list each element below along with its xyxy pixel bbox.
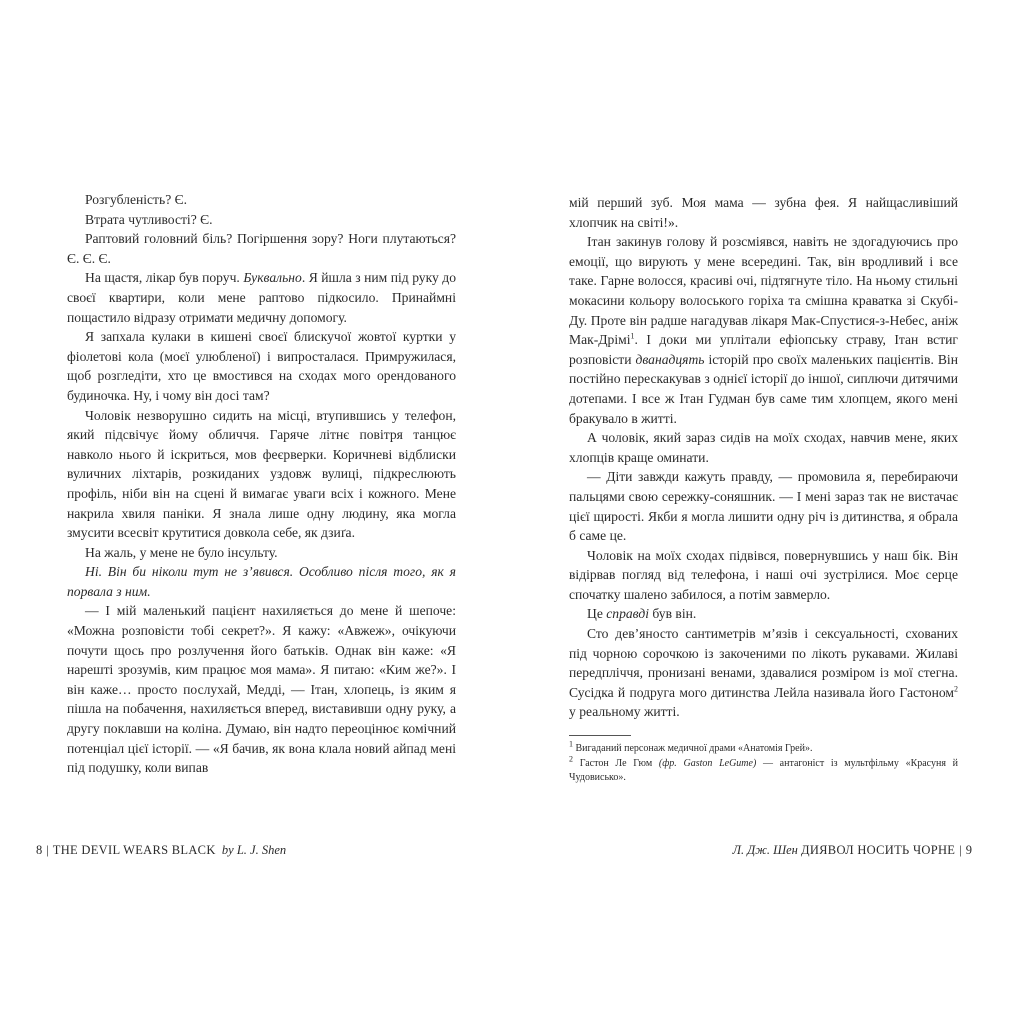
left-running-title: THE DEVIL WEARS BLACK bbox=[52, 843, 216, 857]
folio-separator: | bbox=[46, 843, 49, 857]
right-running-author: Л. Дж. Шен bbox=[732, 843, 798, 857]
left_page-paragraph: — І мій маленький пацієнт нахиляється до мене й шепоче: «Можна розповісти тобі секрет?». Я кажу: «Авжеж», очікуючи почути щось про розлучення його батьків. Однак він каже: «Я нарешті зрозумів, ким працює моя мама». Я питаю: «Ким же?». І він каже… просто послухай, Медді, — Ітан, хлопець, із яким я пішла на побачення, нахиляється вперед, виставивши одну руку, а другу поклавши на коліна. Думаю, він надто переоцінює комічний потенціал цієї історії. — «Я бачив, як вона клала новий айпад мені під подушку, коли випав bbox=[67, 603, 456, 776]
footnote: $^1$ Вигаданий персонаж медичної драми «Анатомія Грей». bbox=[569, 739, 813, 755]
footnotes bbox=[569, 739, 958, 786]
left_page-paragraph: Я запхала кулаки в кишені своєї блискучої жовтої куртки у фіолетові кола (моєї улюбленої) і випросталася. Примружилася, щоб розгледіти, хто це вмостився на сходах мого орендованого будиночка. Ну, і чому він досі там? bbox=[67, 329, 456, 403]
right_page-paragraph: Ітан закинув голову й розсміявся, навіть не здогадуючись про емоції, що вирують у мене всередині. Так, він вродливий і все таке. Гарне волосся, красиві очі, підтягнуте тіло. На ньому стильні мокасини кольору волоського горіха та смішна краватка зі Скубі-Ду. Проте він радше нагадував лікаря Мак-Спустися-з-Небес, аніж Мак-Дрімі$^1$. І доки ми уплітали ефіопську страву, Ітан встиг розповісти дванадцять історій про своїх маленьких пацієнтів. Він постійно перескакував з однієї історії до іншої, сиплючи дитячими дотепами. І все ж Ітан Гудман був саме тим хлопцем, якого мені бракувало в житті. bbox=[569, 234, 958, 426]
right_page-paragraph: А чоловік, який зараз сидів на моїх сходах, навчив мене, яких хлопців краще оминати. bbox=[569, 430, 958, 465]
footnote-rule bbox=[569, 735, 631, 736]
left-page-body bbox=[67, 190, 456, 778]
right_page-paragraph: Чоловік на моїх сходах підвівся, повернувшись у наш бік. Він відірвав погляд від телефона, і наші очі зустрілися. Моє серце спочатку шалено забилося, а потім завмерло. bbox=[569, 547, 958, 602]
left_page-paragraph: Розгубленість? Є. bbox=[85, 192, 188, 207]
left-running-by: by bbox=[221, 843, 234, 857]
right_page-paragraph: Це справді був він. bbox=[587, 606, 697, 622]
left_page-paragraph: На щастя, лікар був поруч. Буквально. Я йшла з ним під руку до своєї квартири, коли мене раптово підкосило. Принаймні пощастило відразу отримати медичну допомогу. bbox=[67, 270, 457, 325]
left-running-author: L. J. Shen bbox=[236, 843, 287, 857]
right-running-title: ДИЯВОЛ НОСИТЬ ЧОРНЕ bbox=[801, 843, 956, 857]
right-folio bbox=[733, 843, 972, 858]
left_page-paragraph: Чоловік незворушно сидить на місці, втупившись у телефон, який підсвічує йому обличчя. Гаряче літнє повітря танцює навколо нього й іскриться, мов феєрверки. Коричневі відблиски вуличних ліхтарів, розкиданих уздовж вулиці, підкреслюють профіль, ніби він на сцені й вимагає уваги всіх і кожного. Мене накрила хвиля паніки. Я знала лише одну людину, яка могла змусити всесвіт крутитися довкола себе, як дзиґа. bbox=[67, 407, 456, 541]
footnote: $^2$ Гастон Ле Гюм (фр. Gaston LeGume) — антагоніст із мультфільму «Красуня й Чудовисько». bbox=[569, 754, 958, 784]
right_page-paragraph: — Діти завжди кажуть правду, — промовила я, перебираючи пальцями свою сережку-соняшник. — І мені зараз так не вистачає цієї щирості. Якби я могла лишити одну річ із дитинства, я обрала б саме це. bbox=[569, 469, 958, 544]
right-page-number: 9 bbox=[965, 843, 972, 857]
left_page-paragraph: Раптовий головний біль? Погіршення зору? Ноги плутаються? Є. Є. Є. bbox=[67, 231, 456, 266]
right-page-paragraphs bbox=[569, 193, 958, 722]
left-page-number: 8 bbox=[36, 843, 43, 857]
right_page-paragraph: Сто дев’яносто сантиметрів м’язів і сексуальності, схованих під чорною сорочкою із закоченими по лікоть рукавами. Жилаві передпліччя, пронизані венами, здавалися розміром із мої стегна. Сусідка й подруга мого дитинства Лейла називала його Гастоном$^2$ у реальному житті. bbox=[569, 626, 958, 720]
left_page-paragraph: Втрата чутливості? Є. bbox=[85, 211, 213, 227]
left_page-paragraph: Ні. Він би ніколи тут не з’явився. Особливо після того, як я порвала з ним. bbox=[67, 564, 456, 599]
right_page-paragraph: мій перший зуб. Моя мама — зубна фея. Я найщасливіший хлопчик на світі!». bbox=[569, 195, 958, 230]
left_page-paragraph: На жаль, у мене не було інсульту. bbox=[85, 544, 278, 560]
left-folio bbox=[36, 843, 286, 858]
folio-separator: | bbox=[959, 843, 962, 857]
right-page-body bbox=[569, 193, 958, 786]
